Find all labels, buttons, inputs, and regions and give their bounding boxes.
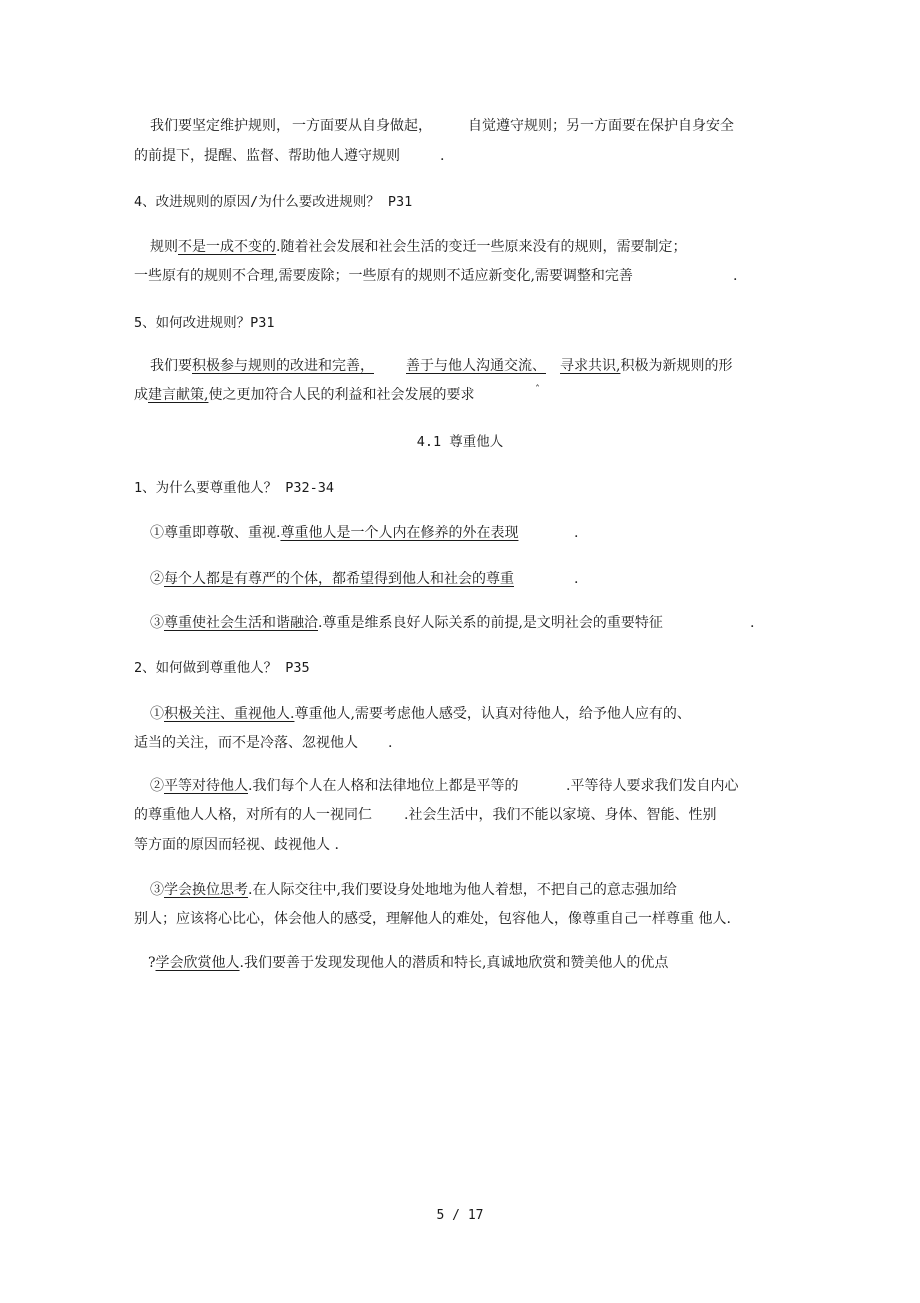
text: 自觉遵守规则；另一方面要在保护自身安全: [468, 118, 734, 134]
text: .: [733, 268, 738, 284]
paragraph-line: [150, 776, 518, 796]
underlined-key-point: 尊重他人是一个人内在修养的外在表现: [280, 525, 519, 541]
paragraph-line: [560, 356, 732, 376]
text: ②: [150, 778, 164, 794]
page-number: 5 / 17: [436, 1208, 484, 1223]
text: 一方面要从自身做起，: [292, 118, 432, 134]
text: 我们要: [150, 358, 192, 374]
text: 成: [134, 387, 148, 403]
text: 等方面的原因而轻视、歧视他人 .: [134, 837, 339, 853]
underlined-key-point: 平等对待他人: [164, 778, 248, 794]
section-title: 4.1 尊重他人: [416, 434, 504, 450]
paragraph-line: [150, 237, 686, 257]
text: ①尊重即尊敬、重视.: [150, 525, 281, 541]
text: .尊重是维系良好人际关系的前提,是文明社会的重要特征: [318, 615, 663, 631]
paragraph-line: [134, 266, 633, 286]
underlined-key-point: 学会换位思考: [164, 882, 248, 898]
underlined-key-point: 尊重使社会生活和谐融洽: [164, 615, 318, 631]
paragraph-line: [134, 835, 339, 855]
question-heading: 2、如何做到尊重他人？ P35: [134, 660, 310, 676]
paragraph-line: [150, 880, 677, 900]
text: .: [388, 735, 393, 751]
question-heading: 5、如何改进规则？P31: [134, 315, 275, 331]
paragraph-line: [150, 356, 374, 376]
text: ③: [150, 615, 164, 631]
text: 我们要坚定维护规则，: [150, 118, 290, 134]
paragraph-line: [574, 523, 578, 543]
paragraph-line: [150, 116, 290, 136]
paragraph-line: [468, 116, 734, 136]
text: .我们要善于发现发现他人的潜质和特长,真诚地欣赏和赞美他人的优点: [239, 955, 669, 971]
paragraph-line: [150, 569, 514, 589]
underlined-key-point: 善于与他人沟通交流、: [406, 358, 546, 374]
text: .平等待人要求我们发自内心: [566, 778, 739, 794]
text: .: [440, 148, 445, 164]
underlined-key-point: 寻求共识,: [560, 358, 621, 374]
paragraph-line: [150, 704, 691, 724]
underlined-key-point: 每个人都是有尊严的个体，都希望得到他人和社会的尊重: [164, 571, 514, 587]
text: .随着社会发展和社会生活的变迁一些原来没有的规则，需要制定；: [276, 239, 687, 255]
text: .: [574, 571, 579, 587]
text: .社会生活中，我们不能以家境、身体、智能、性别: [404, 807, 717, 823]
stray-mark: ˆ: [535, 385, 540, 396]
question-heading: 1、为什么要尊重他人？ P32-34: [134, 480, 335, 496]
paragraph-line: [566, 776, 738, 796]
text: 一些原有的规则不合理,需要废除；一些原有的规则不适应新变化,需要调整和完善: [134, 268, 633, 284]
paragraph-line: [134, 385, 474, 405]
paragraph-line: [388, 733, 392, 753]
paragraph-line: [404, 805, 716, 825]
underlined-key-point: 积极参与规则的改进和完善，: [192, 358, 374, 374]
paragraph-line: [750, 613, 754, 633]
text: .: [750, 615, 755, 631]
paragraph-line: [733, 266, 737, 286]
paragraph-line: [440, 146, 444, 166]
paragraph-line: [150, 613, 663, 633]
question-heading: 4、改进规则的原因/为什么要改进规则？ P31: [134, 194, 413, 210]
text: .: [574, 525, 579, 541]
underlined-key-point: 学会欣赏他人: [155, 955, 240, 971]
underlined-key-point: 建言献策,: [148, 387, 209, 403]
text: ?: [148, 955, 156, 971]
paragraph-line: [406, 356, 546, 376]
underlined-key-point: 积极关注、重视他人.: [164, 706, 295, 722]
paragraph-line: [292, 116, 432, 136]
text: .我们每个人在人格和法律地位上都是平等的: [248, 778, 519, 794]
text: 尊重他人,需要考虑他人感受，认真对待他人，给予他人应有的、: [294, 706, 691, 722]
text: 积极为新规则的形: [620, 358, 733, 374]
text: ②: [150, 571, 164, 587]
text: 的尊重他人人格，对所有的人一视同仁: [134, 807, 372, 823]
paragraph-line: [574, 569, 578, 589]
paragraph-line: [134, 909, 731, 929]
paragraph-line: [148, 953, 668, 973]
text: ③: [150, 882, 164, 898]
text: 使之更加符合人民的利益和社会发展的要求: [208, 387, 475, 403]
paragraph-line: [134, 146, 400, 166]
text: 适当的关注，而不是冷落、忽视他人: [134, 735, 358, 751]
text: 规则: [150, 239, 178, 255]
paragraph-line: [134, 733, 358, 753]
text: 的前提下，提醒、监督、帮助他人遵守规则: [134, 148, 400, 164]
paragraph-line: [134, 805, 372, 825]
text: 别人；应该将心比心，体会他人的感受，理解他人的难处，包容他人，像尊重自己一样尊重 他人.: [134, 911, 731, 927]
paragraph-line: [150, 523, 518, 543]
underlined-key-point: 不是一成不变的: [178, 239, 276, 255]
text: ①: [150, 706, 164, 722]
text: .在人际交往中,我们要设身处地地为他人着想，不把自己的意志强加给: [248, 882, 677, 898]
